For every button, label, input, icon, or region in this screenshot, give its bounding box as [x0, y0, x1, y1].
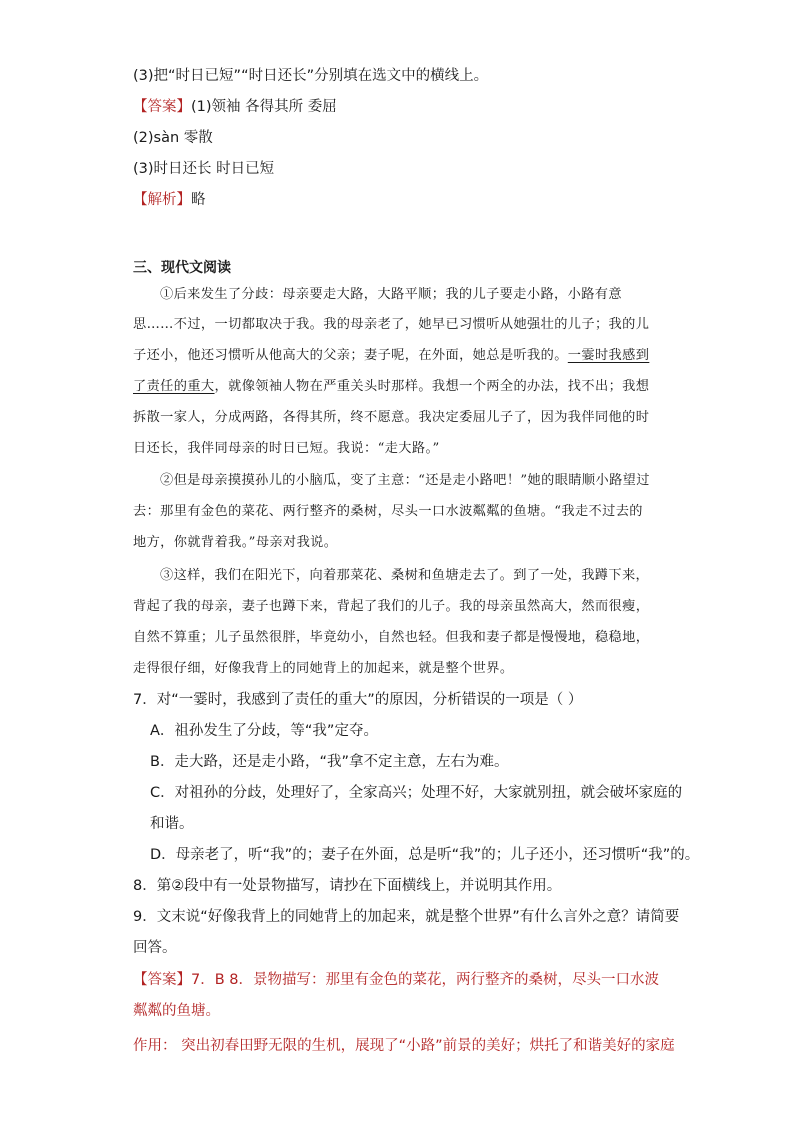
passage-p3-line3: 自然不算重；儿子虽然很胖，毕竟幼小，自然也轻。但我和妻子都是慢慢地，稳稳地， [133, 630, 650, 645]
question-7-option-d: D．母亲老了，听“我”的；妻子在外面，总是听“我”的；儿子还小，还习惯听“我”的。 [150, 847, 700, 863]
passage-p3-line2: 背起了我的母亲，妻子也蹲下来，背起了我们的儿子。我的母亲虽然高大，然而很瘦， [133, 599, 650, 614]
passage-p2-line1: ②但是母亲摸摸孙儿的小脑瓜，变了主意：“还是走小路吧！”她的眼睛顺小路望过 [160, 473, 650, 488]
answer-tag: 【答案】 [133, 99, 191, 115]
question-9-line2: 回答。 [133, 940, 177, 956]
passage-p1-line3 [133, 346, 665, 366]
answer-row-2: (2)sàn 零散 [133, 130, 213, 146]
passage-p1-line6: 日还长，我伴同母亲的时日已短。我说：“走大路。” [133, 441, 440, 456]
section-heading: 三、现代文阅读 [133, 260, 231, 276]
analysis-text: 略 [191, 192, 206, 208]
answer-block-tag: 【答案】 [133, 972, 191, 988]
question-7-option-b: B．走大路，还是走小路，“我”拿不定主意，左右为难。 [150, 754, 509, 770]
passage-p3-line1: ③这样，我们在阳光下，向着那菜花、桑树和鱼塘走去了。到了一处，我蹲下来， [160, 568, 650, 583]
passage-p1-line3-a: 子还小，他还习惯听从他高大的父亲；妻子呢，在外面，她总是听我的。 [133, 348, 568, 363]
passage-p2-line3: 地方，你就背着我。”母亲对我说。 [133, 535, 338, 550]
question-9-line1: 9．文末说“好像我背上的同她背上的加起来，就是整个世界”有什么言外之意？请简要 [133, 909, 680, 925]
analysis-tag: 【解析】 [133, 192, 191, 208]
answer-block-line2: 粼粼的鱼塘。 [133, 1003, 220, 1019]
question-7-option-c: C．对祖孙的分歧，处理好了，全家高兴；处理不好，大家就别扭，就会破坏家庭的 [150, 785, 683, 801]
passage-p1-line5: 拆散一家人，分成两路，各得其所，终不愿意。我决定委屈儿子了，因为我伴同他的时 [133, 410, 650, 425]
analysis-row [133, 190, 206, 210]
item-3-instruction: (3)把“时日已短”“时日还长”分别填在选文中的横线上。 [133, 68, 489, 84]
answer-1-text: (1)领袖 各得其所 委屈 [191, 99, 337, 115]
underlined-phrase-b: 了责任的重大 [133, 379, 215, 394]
passage-p1-line2: 思……不过，一切都取决于我。我的母亲老了，她早已习惯听从她强壮的儿子；我的儿 [133, 317, 650, 332]
passage-p1-line4-b: ，就像领袖人物在严重关头时那样。我想一个两全的办法，找不出；我想 [214, 379, 650, 394]
answer-row-1 [133, 97, 337, 117]
answer-block-text: 7．B 8．景物描写：那里有金色的菜花，两行整齐的桑树，尽头一口水波 [191, 972, 660, 988]
question-7-option-a: A．祖孙发生了分歧，等“我”定夺。 [150, 723, 378, 739]
underlined-phrase-a: 一霎时我感到 [567, 348, 650, 363]
question-8: 8．第②段中有一处景物描写，请抄在下面横线上，并说明其作用。 [133, 878, 562, 894]
answer-row-3: (3)时日还长 时日已短 [133, 161, 275, 177]
question-7-option-c-cont: 和谐。 [150, 816, 194, 832]
passage-p3-line4: 走得很仔细，好像我背上的同她背上的加起来，就是整个世界。 [133, 661, 514, 676]
passage-p2-line2: 去：那里有金色的菜花、两行整齐的桑树，尽头一口水波粼粼的鱼塘。“我走不过去的 [133, 504, 643, 519]
question-7: 7．对“一霎时，我感到了责任的重大”的原因，分析错误的一项是（ ） [133, 692, 583, 708]
answer-block-line1 [133, 970, 659, 990]
passage-p1-line1: ①后来发生了分歧：母亲要走大路，大路平顺；我的儿子要走小路，小路有意 [160, 287, 622, 302]
answer-block-line3: 作用： 突出初春田野无限的生机，展现了“小路”前景的美好；烘托了和谐美好的家庭 [133, 1038, 675, 1054]
passage-p1-line4 [133, 377, 665, 397]
